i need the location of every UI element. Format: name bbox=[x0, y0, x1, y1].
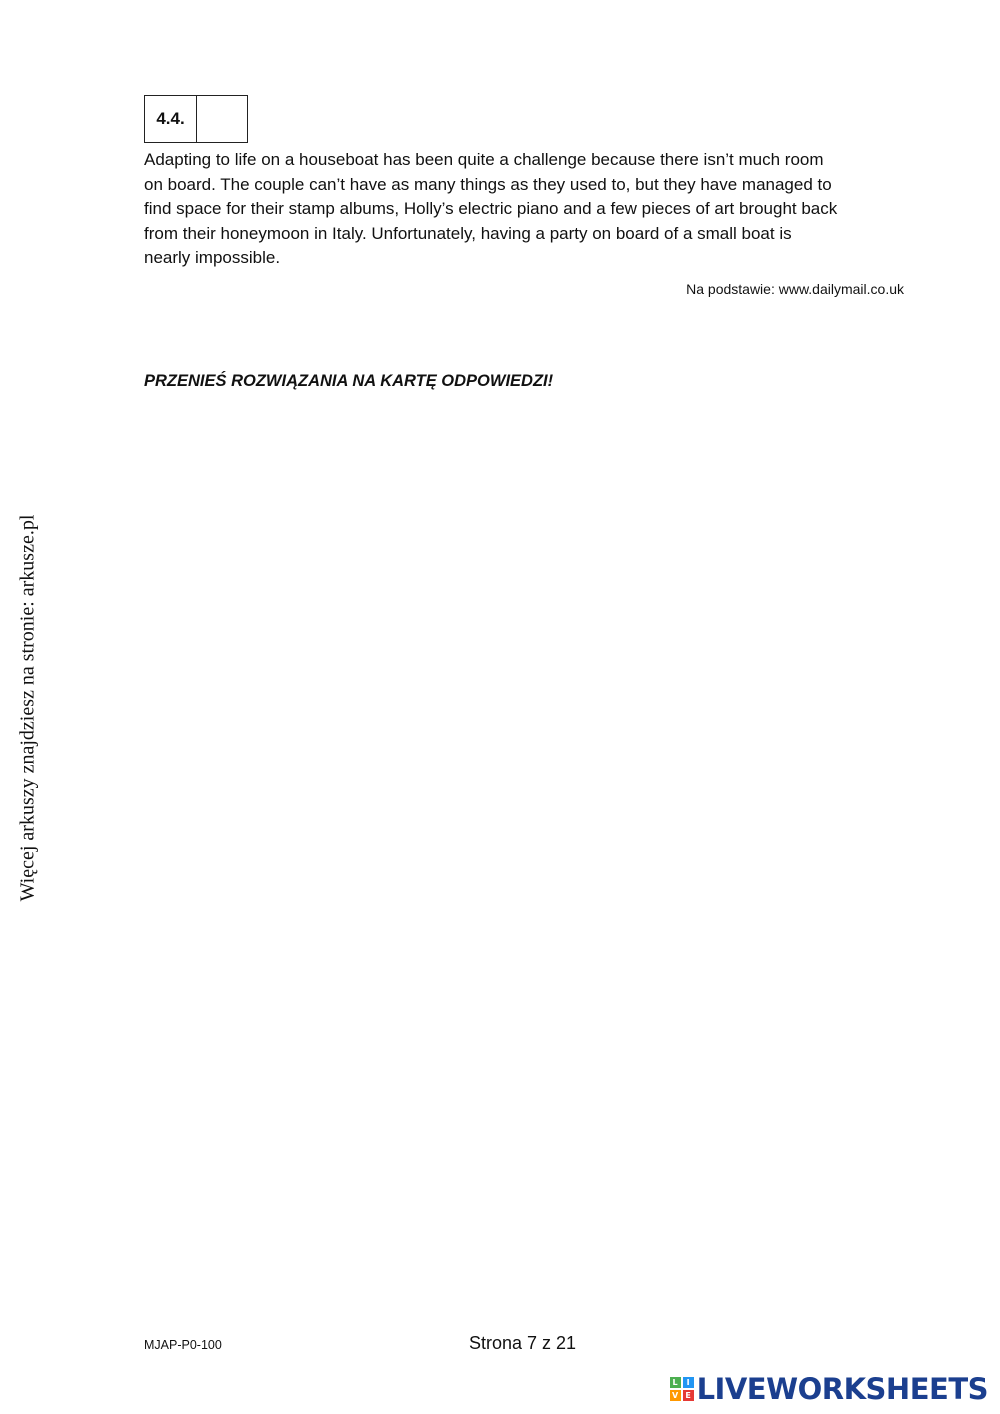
source-citation: Na podstawie: www.dailymail.co.uk bbox=[686, 281, 904, 297]
text-paragraph: Adapting to life on a houseboat has been quite a challenge because there isn’t much room on board. The couple can’t have as many things as they used to, but they have managed to find space for their stamp albums, Holly’s electric piano and a few pieces of art brought back from their honeymoon in Italy. Unfortunately, having a party on board of a small boat is nearly impossible. bbox=[144, 150, 838, 267]
question-number: 4.4. bbox=[145, 96, 197, 142]
footer-code: MJAP-P0-100 bbox=[144, 1338, 222, 1352]
logo-square-v: V bbox=[670, 1390, 681, 1401]
answer-box bbox=[144, 95, 248, 143]
side-watermark-text: Więcej arkuszy znajdziesz na stronie: arkusze.pl bbox=[16, 514, 39, 902]
footer-page-number: Strona 7 z 21 bbox=[469, 1333, 577, 1353]
logo-square-e: E bbox=[683, 1390, 694, 1401]
logo-square-l: L bbox=[670, 1377, 681, 1388]
liveworksheets-logo[interactable] bbox=[670, 1372, 988, 1406]
answer-field[interactable] bbox=[197, 96, 247, 142]
liveworksheets-logo-icon bbox=[670, 1377, 694, 1401]
transfer-instruction: PRZENIEŚ ROZWIĄZANIA NA KARTĘ ODPOWIEDZI! bbox=[144, 372, 554, 390]
liveworksheets-logo-text: LIVEWORKSHEETS bbox=[696, 1372, 988, 1406]
logo-square-i: I bbox=[683, 1377, 694, 1388]
